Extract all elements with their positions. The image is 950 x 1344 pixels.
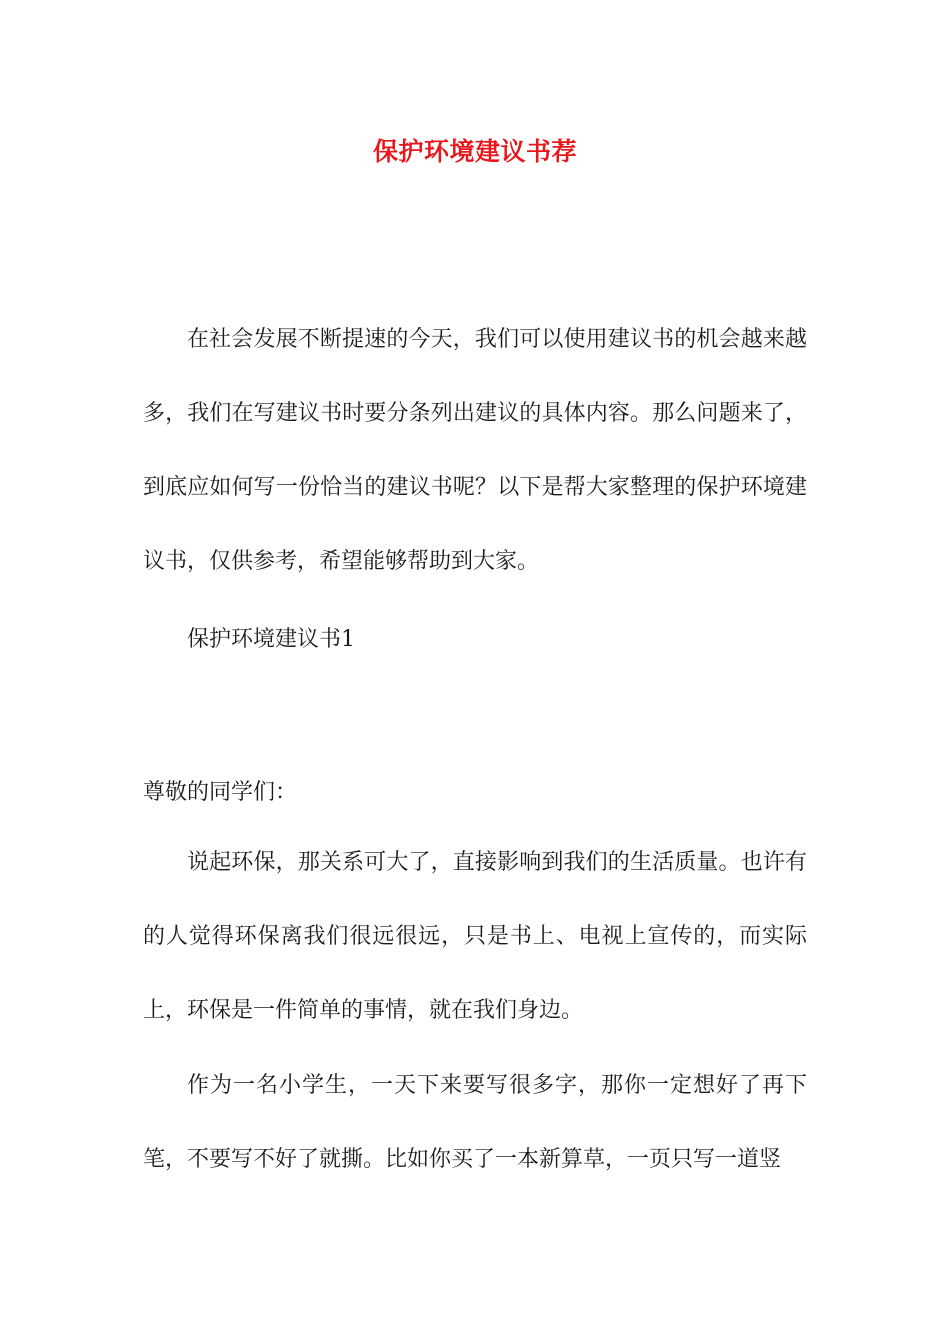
body-paragraph-2: 作为一名小学生，一天下来要写很多字，那你一定想好了再下笔，不要写不好了就撕。比如你买了一本新算草，一页只写一道竖 xyxy=(143,1073,807,1172)
section-heading: 保护环境建议书1 xyxy=(187,627,355,652)
salutation: 尊敬的同学们： xyxy=(143,780,298,805)
intro-paragraph: 在社会发展不断提速的今天，我们可以使用建议书的机会越来越多，我们在写建议书时要分条列出建议的具体内容。那么问题来了，到底应如何写一份恰当的建议书呢？以下是帮大家整理的保护环境建议书，仅供参考，希望能够帮助到大家。 xyxy=(143,327,807,574)
intro-block xyxy=(143,303,807,599)
document-title: 保护环境建议书荐 xyxy=(372,137,577,166)
body-block-2 xyxy=(143,1049,807,1197)
body-block-1 xyxy=(143,826,807,1048)
body-paragraph-1: 说起环保，那关系可大了，直接影响到我们的生活质量。也许有的人觉得环保离我们很远很远，只是书上、电视上宣传的，而实际上，环保是一件简单的事情，就在我们身边。 xyxy=(143,850,807,1023)
